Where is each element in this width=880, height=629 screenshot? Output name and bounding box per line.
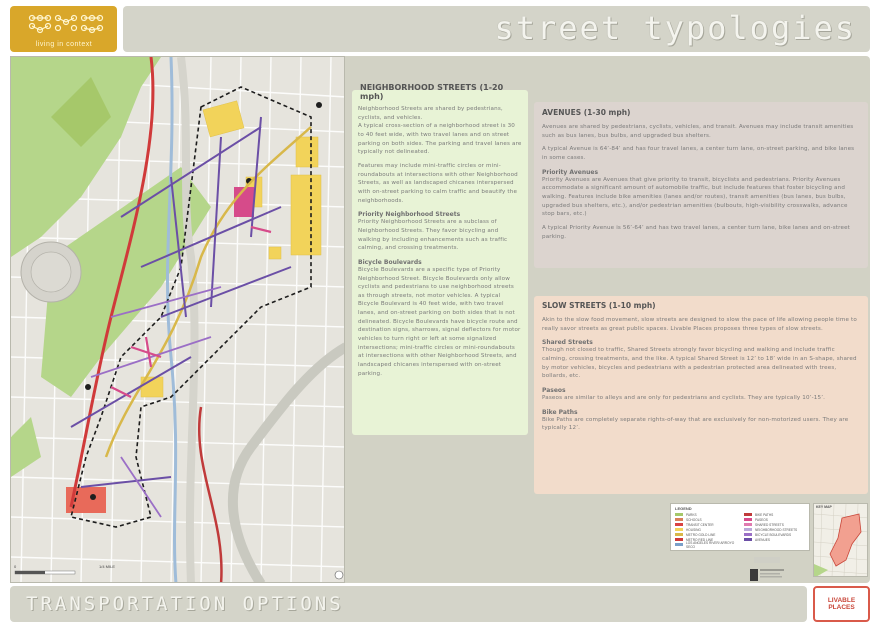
- legend-label: HOUSING: [686, 527, 701, 532]
- title-bar: [123, 6, 870, 52]
- section-footer-bar: [10, 586, 807, 622]
- avenues-heading: AVENUES (1-30 mph): [542, 108, 631, 117]
- key-map-title: KEY MAP: [816, 505, 832, 509]
- map-canvas: [11, 57, 345, 583]
- legend-item: [675, 542, 736, 547]
- legend-swatch: [744, 538, 752, 541]
- scale-label: 1/4 MILE: [99, 564, 116, 569]
- livable-places-logo: [813, 586, 870, 622]
- slow-sub1: Shared Streets: [542, 339, 593, 347]
- scale-zero: 0: [14, 564, 17, 569]
- legend-swatch: [744, 528, 752, 531]
- slow-streets-panel: [534, 296, 868, 494]
- neighborhood-p4: Priority Neighborhood Streets are a subclass of Neighborhood Streets. They favor bicycling and walking by including enhancements such as traffic calming, and crossing treatments.: [358, 219, 508, 252]
- legend-swatch: [675, 533, 683, 536]
- key-map-canvas: [814, 504, 868, 577]
- logo-subtitle: living in context: [35, 41, 93, 48]
- legend-label: NEIGHBORHOOD STREETS: [755, 527, 798, 532]
- legend-label: SHARED STREETS: [755, 522, 784, 527]
- slow-p3: Paseos are similar to alleys and are only for pedestrians and cyclists. They are typically 10’-15’.: [542, 394, 826, 401]
- slow-sub3: Bike Paths: [542, 408, 578, 416]
- avenues-p4: A typical Priority Avenue is 56’-64’ and has two travel lanes, a center turn lane, bike lanes and on-street parking.: [542, 224, 851, 240]
- sponsor-logos: [750, 557, 806, 583]
- slow-p4: Bike Paths are completely separate rights-of-way that are exclusively for non-motorized users. They are typically 12’.: [542, 416, 849, 432]
- neighborhood-p3: Features may include mini-traffic circles or mini-roundabouts at intersections with other Neighborhood Streets, as well as landscaped chicanes interspersed with on-street parking to calm traffic and beautify the neighborhoods.: [358, 162, 518, 204]
- legend-label: METRO GOLD LINE: [686, 532, 716, 537]
- neighborhood-sub1: Priority Neighborhood Streets: [358, 211, 461, 219]
- legend-swatch: [675, 513, 683, 516]
- legend-swatch: [744, 533, 752, 536]
- neighborhood-streets-panel: [352, 83, 528, 435]
- legend-item: [744, 537, 805, 542]
- legend-title: LEGEND: [675, 506, 692, 511]
- legend-label: BICYCLE BOULEVARDS: [755, 532, 792, 537]
- legend-label: TRANSIT CENTER: [686, 522, 714, 527]
- slow-p1: Akin to the slow food movement, slow streets are designed to slow the pace of life allowing people time to really savor streets as great public spaces. Livable Places proposes three types of slow streets.: [542, 317, 857, 332]
- legend-label: SCHOOLS: [686, 517, 702, 522]
- legend-swatch: [675, 523, 683, 526]
- legend-label: AVENUES: [755, 537, 770, 542]
- legend-column-left: [675, 512, 736, 547]
- avenues-panel: [534, 102, 868, 268]
- legend-column-right: [744, 512, 805, 547]
- logo: [10, 6, 117, 52]
- legend-swatch: [675, 543, 683, 546]
- logo-mark-icon: [26, 12, 104, 36]
- page-title: street typologies: [494, 9, 856, 47]
- map: [10, 56, 345, 583]
- neighborhood-sub2: Bicycle Boulevards: [358, 258, 422, 266]
- north-arrow-icon: [335, 571, 343, 579]
- avenues-sub1: Priority Avenues: [542, 168, 599, 176]
- legend-swatch: [744, 523, 752, 526]
- avenues-p3: Priority Avenues are Avenues that give priority to transit, bicyclists and pedestrians. Priority Avenues accommodate a significant amount of automobile traffic, but include features that foster bicycling and walking. Features include bike amenities (lanes and/or routes), transit amenities (bus lanes, bus bulbs, upgraded bus shelters, etc.), and/or pedestrian amenities (bulbouts, high-visibility crosswalks, advance stop bars, etc.): [542, 176, 848, 218]
- legend-swatch: [744, 518, 752, 521]
- slow-p2: Though not closed to traffic, Shared Streets strongly favor bicycling and walking and include traffic calming, crossing treatments, and the like. A typical Shared Street is 12’ to 18’ wide in an S-shape, shared by motor vehicles, bicycles and pedestrians with a pedestrian protected area delineated with trees, bollards, etc.: [542, 347, 857, 380]
- avenues-p1: Avenues are shared by pedestrians, cyclists, vehicles, and transit. Avenues may include transit amenities such as bus lanes, bus bulbs, and upgraded bus shelters.: [542, 124, 854, 139]
- legend-swatch: [744, 513, 752, 516]
- slow-sub2: Paseos: [542, 386, 566, 394]
- legend-swatch: [675, 518, 683, 521]
- section-title: TRANSPORTATION OPTIONS: [26, 593, 344, 615]
- legend-label: PARKS: [686, 512, 697, 517]
- legend-label: LOS ANGELES RIVER/ ARROYO SECO: [686, 540, 735, 549]
- legend-swatch: [675, 528, 683, 531]
- legend-swatch: [675, 538, 683, 541]
- neighborhood-p5: Bicycle Boulevards are a specific type of Priority Neighborhood Street. Bicycle Boulevards only allow cyclists and pedestrians to use neighborhood streets as through streets, not motor vehicles. A typical Bicycle Boulevard is 40 feet wide, with two travel lanes, and on-street parking on both sides that is not delineated. Bicycle Boulevards have bicycle route and destination signs, sharrows, signal deflectors for motor vehicles to turn right or left at some signalized intersections; mini-traffic circles or mini-roundabouts at intersections with other Neighborhood Streets, and landscaped chicanes interspersed with on-street parking.: [358, 266, 521, 377]
- slow-heading: SLOW STREETS (1-10 mph): [542, 301, 656, 310]
- key-map: [813, 503, 868, 577]
- map-legend: [670, 503, 810, 551]
- neighborhood-heading: NEIGHBORHOOD STREETS (1-20 mph): [360, 83, 504, 101]
- legend-label: METRO RED LINE: [686, 537, 714, 542]
- neighborhood-p2: A typical cross-section of a neighborhood street is 30 to 40 feet wide, with two travel lanes and on street parking on both sides. The parking and travel lanes are typically not delineated.: [358, 123, 522, 156]
- avenues-p2: A typical Avenue is 64’-84’ and has four travel lanes, a center turn lane, on-street parking, and bike lanes in some cases.: [542, 146, 855, 161]
- brand-name: LIVABLE PLACES: [827, 597, 856, 611]
- neighborhood-p1: Neighborhood Streets are shared by pedestrians, cyclists, and vehicles.: [358, 106, 503, 121]
- legend-label: PASEOS: [755, 517, 768, 522]
- legend-label: BIKE PATHS: [755, 512, 774, 517]
